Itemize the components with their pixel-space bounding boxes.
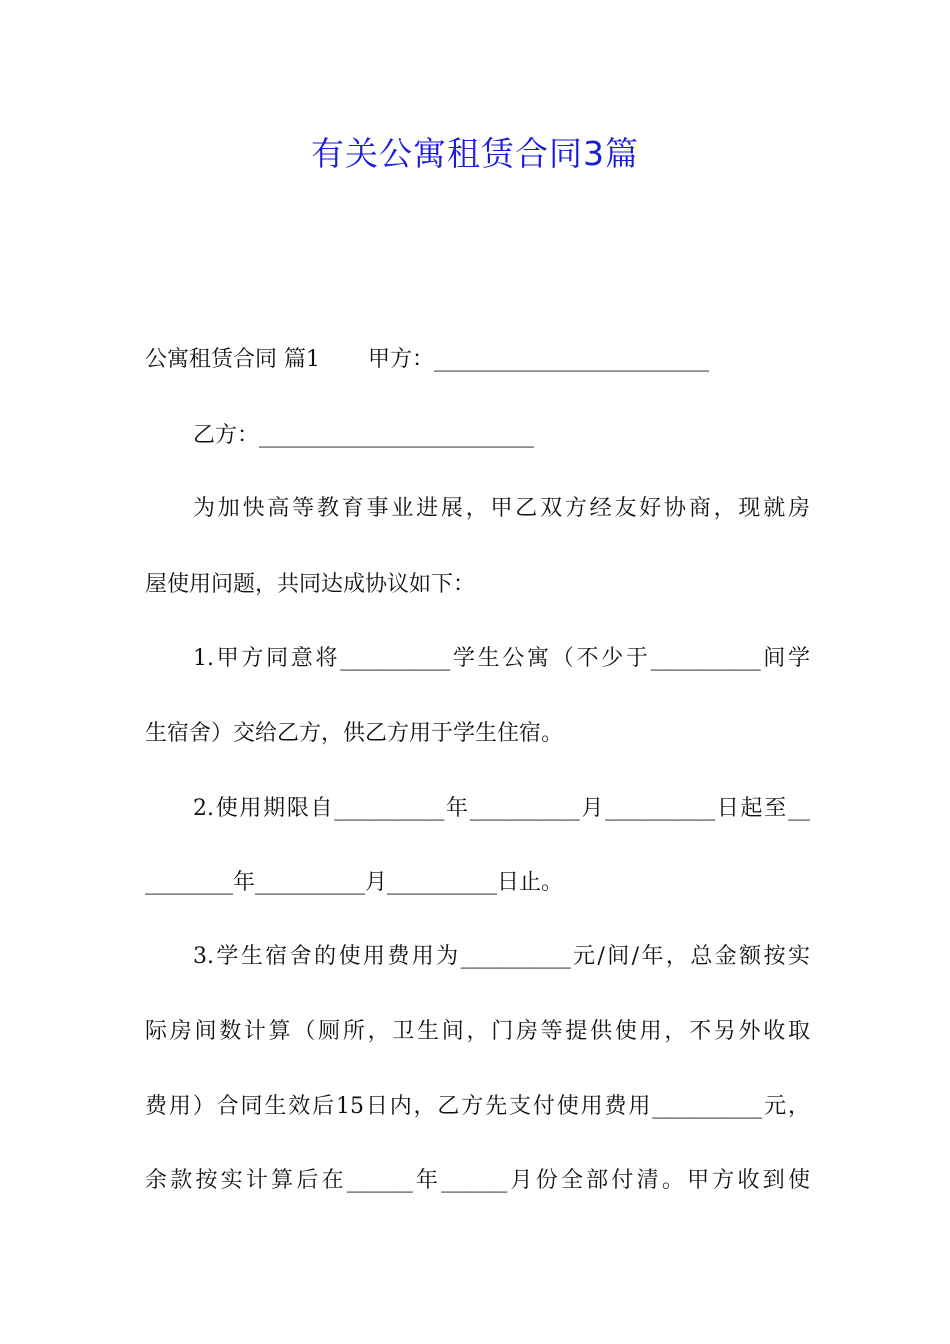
text-line: 2.使用期限自__________年__________月__________日起至__ — [193, 796, 810, 821]
document-title: 有关公寓租赁合同3篇 — [311, 134, 639, 173]
text-line: 屋使用问题，共同达成协议如下： — [145, 572, 476, 597]
text-line: 费用）合同生效后15日内，乙方先支付使用费用__________元， — [145, 1094, 810, 1119]
text-line: ________年__________月__________日止。 — [145, 870, 564, 895]
text-line: 际房间数计算（厕所，卫生间，门房等提供使用，不另外收取 — [145, 1019, 810, 1044]
text-line: 生宿舍）交给乙方，供乙方用于学生住宿。 — [145, 721, 564, 746]
party-a-field: 甲方：_________________________ — [368, 347, 710, 372]
party-b-field: 乙方：_________________________ — [193, 423, 535, 448]
text-line: 3.学生宿舍的使用费用为__________元/间/年，总金额按实 — [193, 944, 810, 969]
text-line-heading — [145, 345, 810, 375]
section-heading: 公寓租赁合同 篇1 — [145, 347, 320, 372]
text-line: 为加快高等教育事业进展，甲乙双方经友好协商，现就房 — [193, 496, 810, 521]
text-line: 余款按实计算后在______年______月份全部付清。甲方收到使 — [145, 1168, 810, 1193]
text-line: 1.甲方同意将__________学生公寓（不少于__________间学 — [193, 646, 810, 671]
